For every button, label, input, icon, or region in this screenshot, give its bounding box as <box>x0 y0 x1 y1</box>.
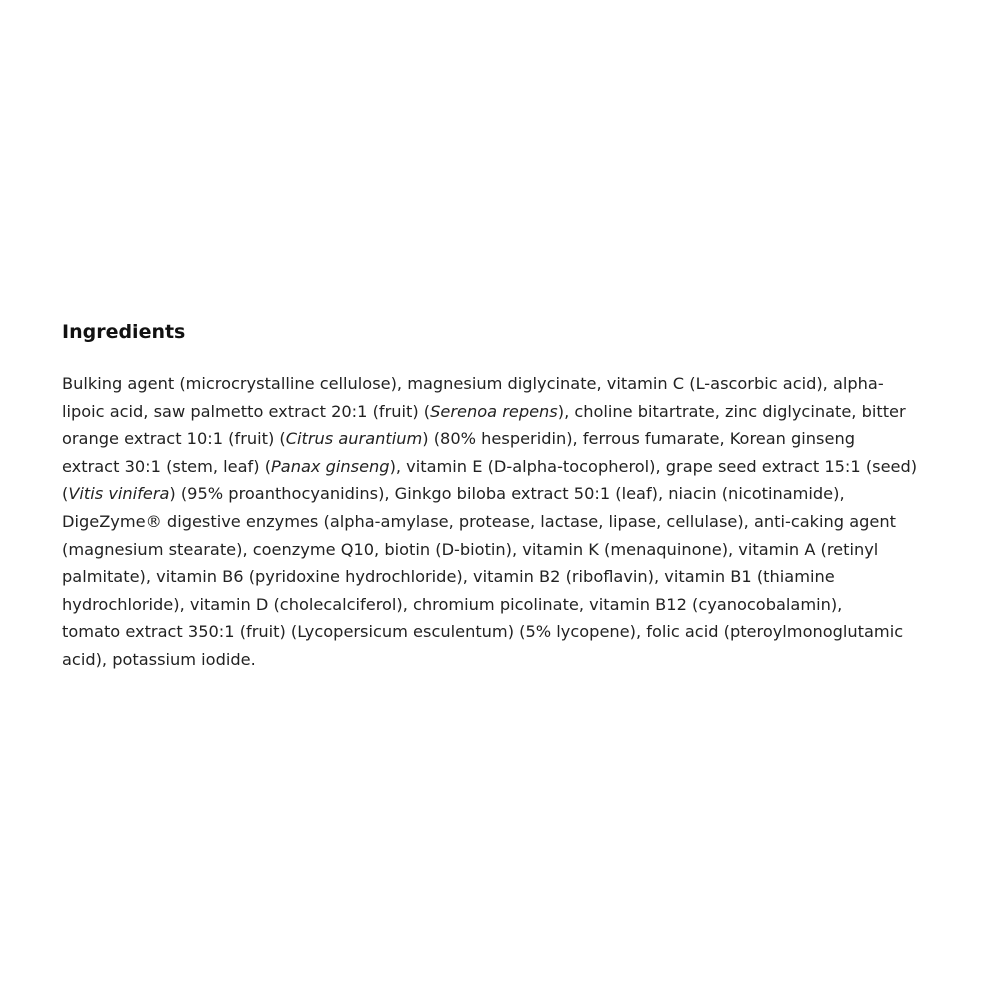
ingredients-line-2: lipoic acid, saw palmetto extract 20:1 (fruit) (Serenoa repens), choline bitartrate, zinc diglycinate, bitter <box>62 401 906 421</box>
ingredients-line-3: orange extract 10:1 (fruit) (Citrus aurantium) (80% hesperidin), ferrous fumarate, Korean ginseng <box>62 429 855 449</box>
ingredients-section <box>62 318 952 669</box>
ingredients-line-8: palmitate), vitamin B6 (pyridoxine hydrochloride), vitamin B2 (riboflavin), vitamin B1 (thiamine <box>62 567 835 587</box>
latin-name-citrus-aurantium: Citrus aurantium <box>285 429 423 449</box>
ingredients-list <box>62 370 952 674</box>
ingredients-line-11: acid), potassium iodide. <box>62 649 256 669</box>
ingredients-line-5: (Vitis vinifera) (95% proanthocyanidins), Ginkgo biloba extract 50:1 (leaf), niacin (nicotinamide), <box>62 484 845 504</box>
latin-name-vitis-vinifera: Vitis vinifera <box>68 484 170 504</box>
latin-name-panax-ginseng: Panax ginseng <box>271 456 390 476</box>
ingredients-line-4: extract 30:1 (stem, leaf) (Panax ginseng), vitamin E (D-alpha-tocopherol), grape seed extract 15:1 (seed) <box>62 456 918 476</box>
ingredients-line-6: DigeZyme® digestive enzymes (alpha-amylase, protease, lactase, lipase, cellulase), anti-caking agent <box>62 511 896 531</box>
latin-name-serenoa-repens: Serenoa repens <box>430 401 558 421</box>
ingredients-line-7: (magnesium stearate), coenzyme Q10, biotin (D-biotin), vitamin K (menaquinone), vitamin A (retinyl <box>62 539 879 559</box>
ingredients-line-9: hydrochloride), vitamin D (cholecalciferol), chromium picolinate, vitamin B12 (cyanocobalamin), <box>62 594 843 614</box>
ingredients-line-1: Bulking agent (microcrystalline cellulose), magnesium diglycinate, vitamin C (L-ascorbic acid), alpha- <box>62 374 884 393</box>
ingredients-line-10: tomato extract 350:1 (fruit) (Lycopersicum esculentum) (5% lycopene), folic acid (pteroylmonoglutamic <box>62 622 904 642</box>
ingredients-heading: Ingredients <box>62 321 186 343</box>
